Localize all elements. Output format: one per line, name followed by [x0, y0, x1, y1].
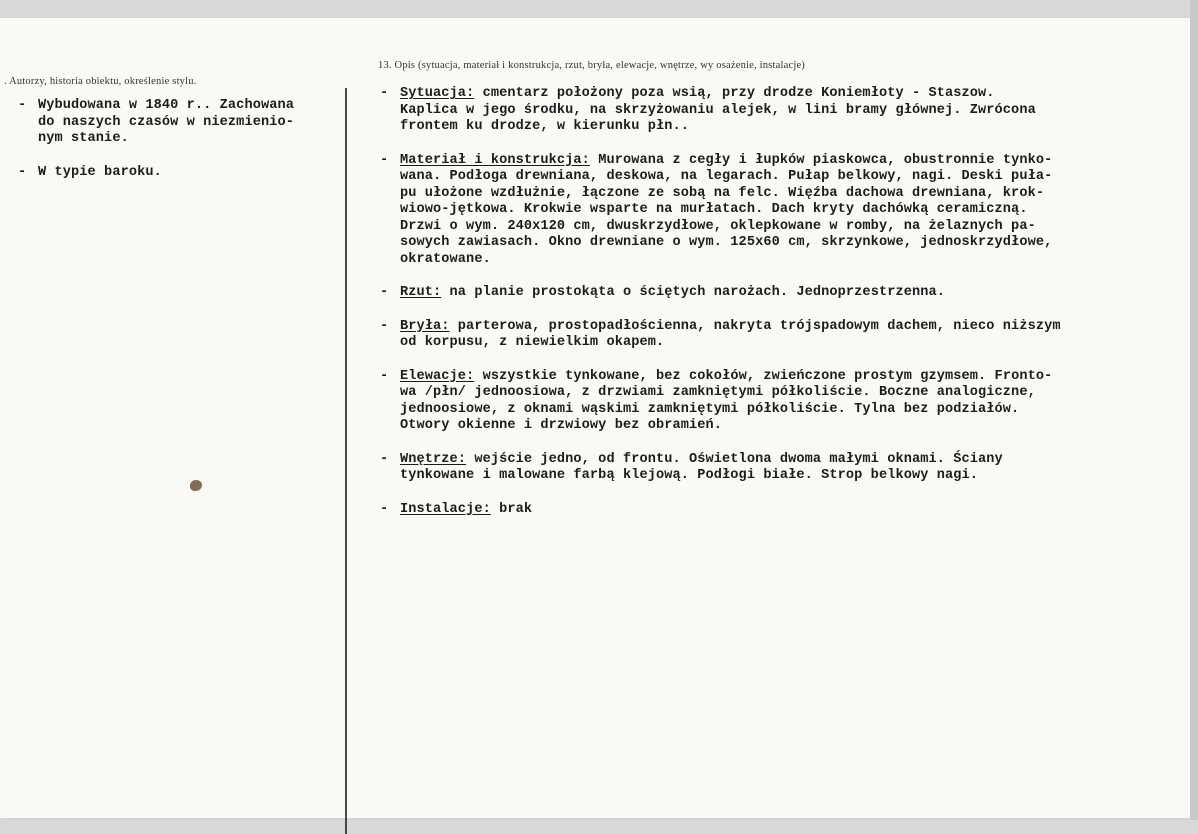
- left-column: [18, 98, 344, 181]
- entry-text: Wybudowana w 1840 r.. Zachowana do naszych czasów w niezmienio- nym stanie.: [38, 98, 294, 146]
- entry-label: Bryła:: [400, 318, 450, 334]
- entry-text: Murowana z cegły i łupków piaskowca, obustronnie tynko- wana. Podłoga drewniana, deskowa, na legarach. Pułap belkowy, nagi. Deski puła- pu ułożone wzdłużnie, łączone ze sobą na felc. Więźba dachowa drewniana, krok- wiowo-jętkowa. Krokwie wsparte na murłatach. Dach kryty dachówką ceramiczną. Drzwi o wym. 240x120 cm, dwuskrzydłowe, oklepkowane w romby, na żelaznych pa- sowych zawiasach. Okno drewniane o wym. 125x60 cm, skrzynkowe, jednoskrzydłowe, okratowane.: [400, 152, 1053, 267]
- entry-label: Sytuacja:: [400, 86, 475, 101]
- entry-material: [380, 153, 1180, 269]
- left-column-header: . Autorzy, historia obiektu, określenie stylu.: [4, 76, 197, 87]
- entry-wnetrze: [380, 452, 1180, 485]
- ink-stain: [190, 480, 202, 491]
- entry-text: na planie prostokąta o ściętych narożach. Jednoprzestrzenna.: [441, 285, 946, 300]
- entry-sytuacja: [380, 86, 1180, 136]
- entry-label: Rzut:: [400, 285, 442, 300]
- entry-instalacje: [380, 502, 1180, 519]
- entry-label: Materiał i konstrukcja:: [400, 152, 590, 168]
- entry-bryla: [380, 319, 1180, 352]
- entry-text: brak: [490, 501, 533, 517]
- entry-dash: -: [380, 501, 389, 517]
- entry-text: W typie baroku.: [38, 164, 162, 180]
- entry-dash: -: [380, 285, 389, 300]
- right-column: [380, 86, 1180, 518]
- entry-label: Instalacje:: [400, 501, 491, 517]
- entry-text: cmentarz położony poza wsią, przy drodze Koniemłoty - Staszow. Kaplica w jego środku, na skrzyżowaniu alejek, w lini bramy głównej. Zwrócona frontem ku drodze, w kierunku płn..: [400, 86, 1036, 134]
- entry-dash: -: [18, 98, 27, 113]
- entry-text: wszystkie tynkowane, bez cokołów, zwieńczone prostym gzymsem. Fronto- wa /płn/ jednoosiowa, z drzwiami zamkniętymi półkoliście. Boczne analogiczne, jednoosiowe, z oknami wąskimi zamkniętymi półkoliście. Tylna bez podziałów. Otwory okienne i drzwiowy bez obramień.: [400, 368, 1053, 433]
- entry-dash: -: [380, 86, 389, 101]
- entry-rzut: [380, 285, 1180, 302]
- entry-dash: -: [380, 451, 389, 467]
- entry-text: wejście jedno, od frontu. Oświetlona dwoma małymi oknami. Ściany tynkowane i malowane farbą klejową. Podłogi białe. Strop belkowy nagi.: [400, 451, 1003, 483]
- document-sheet: [0, 18, 1191, 818]
- entry-dash: -: [380, 368, 389, 384]
- history-entry: [18, 98, 344, 148]
- entry-label: Wnętrze:: [400, 451, 467, 467]
- scan-edge: [1190, 0, 1198, 820]
- entry-dash: -: [18, 164, 27, 180]
- entry-elewacje: [380, 369, 1180, 435]
- style-entry: [18, 165, 344, 182]
- column-divider: [345, 88, 347, 834]
- entry-label: Elewacje:: [400, 368, 475, 384]
- right-column-header: 13. Opis (sytuacja, materiał i konstrukcja, rzut, bryła, elewacje, wnętrze, wy osażenie, instalacje): [378, 60, 806, 71]
- entry-text: parterowa, prostopadłościenna, nakryta trójspadowym dachem, nieco niższym od korpusu, z niewielkim okapem.: [400, 318, 1061, 350]
- entry-dash: -: [380, 152, 389, 168]
- entry-dash: -: [380, 318, 389, 334]
